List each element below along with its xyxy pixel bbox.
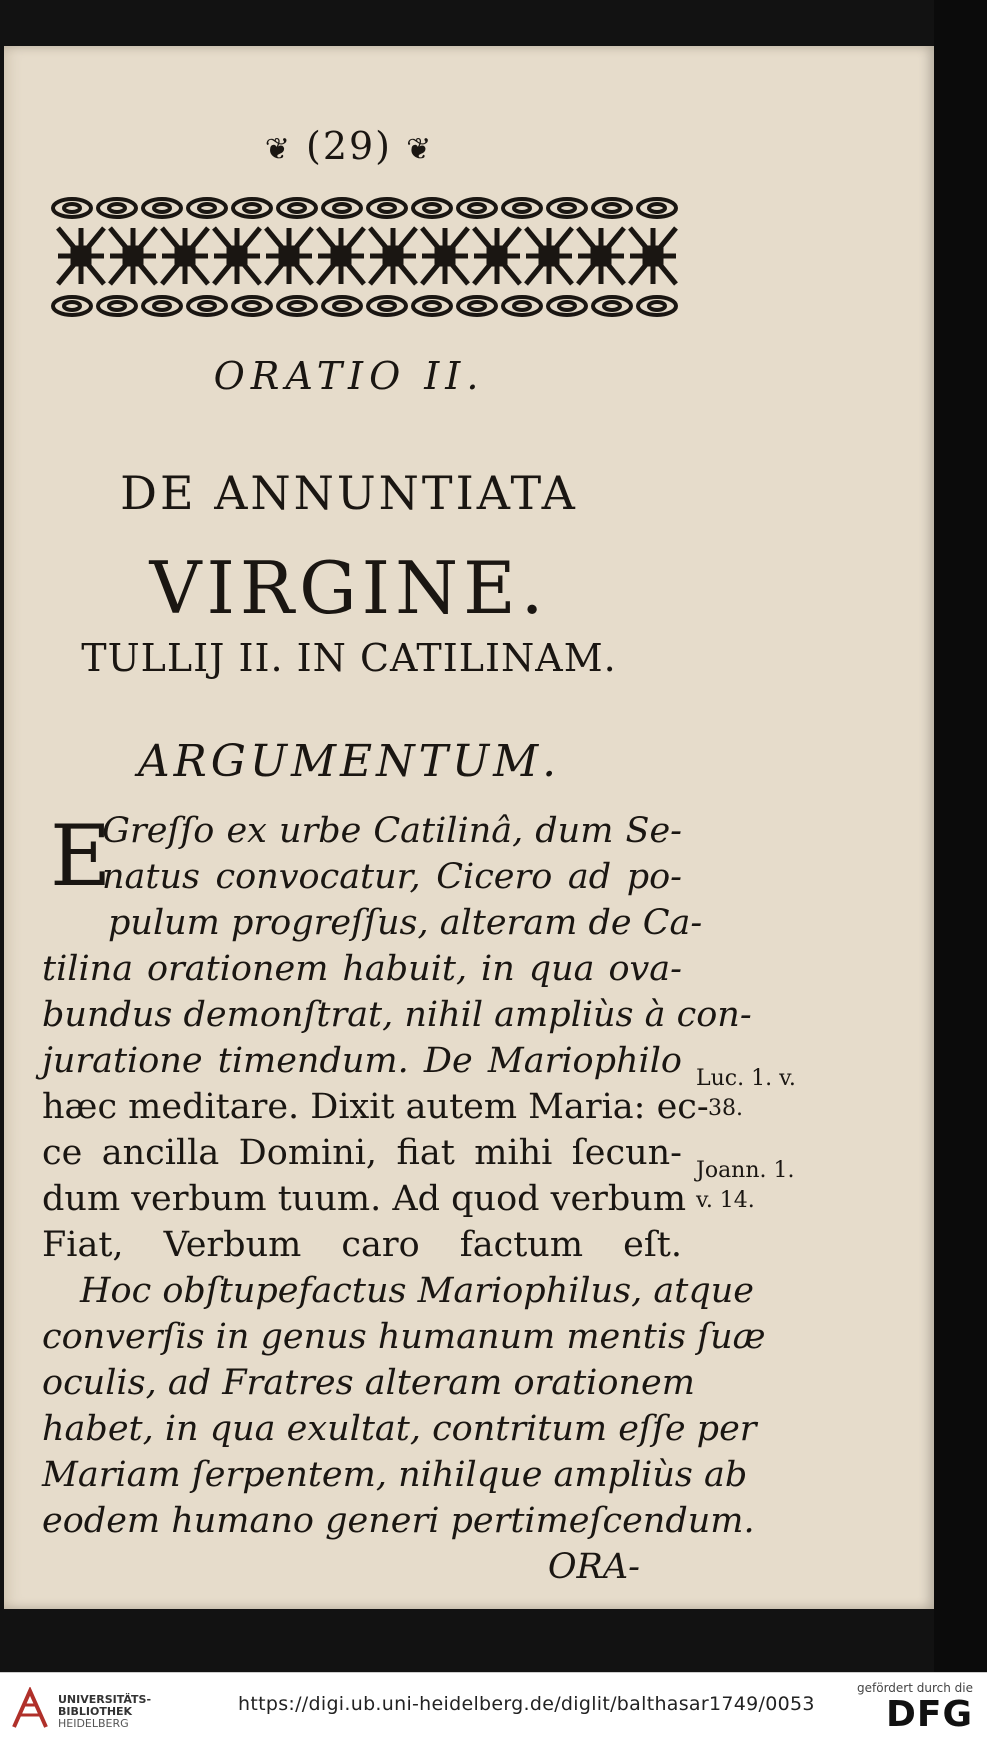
ornament-left-icon: ❦	[264, 132, 292, 167]
first-paragraph-opening	[42, 807, 682, 905]
text-line: eodem humano generi pertimeſcendum.	[42, 1501, 755, 1541]
text-line: Hoc obſtupefactus Mariophilus, atque	[80, 1271, 754, 1311]
text-line: Greſſo ex urbe Catilinâ, dum Se-	[102, 811, 682, 851]
margin-note: Joann. 1.	[696, 1158, 795, 1183]
ornament-right-icon: ❦	[406, 132, 434, 167]
section-title: ARGUMENTUM.	[137, 736, 561, 787]
dfg-logo: DFG	[885, 1694, 973, 1735]
margin-notes	[696, 1064, 816, 1216]
title-line-3: TULLIJ II. IN CATILINAM.	[81, 636, 617, 680]
title-line-2: VIRGINE.	[149, 546, 549, 630]
permalink-url[interactable]: https://digi.ub.uni-heidelberg.de/diglit/balthasar1749/0053	[238, 1693, 815, 1715]
library-name: UNIVERSITÄTS- BIBLIOTHEK HEIDELBERG	[58, 1693, 152, 1730]
text-line: hæc meditare. Dixit autem Maria: ec-	[42, 1087, 709, 1127]
text-line: Fiat, Verbum caro factum eſt.	[42, 1225, 682, 1265]
viewer-edge	[934, 0, 987, 1672]
text-line: Mariam ſerpentem, nihilque ampliùs ab	[42, 1455, 748, 1495]
margin-note: Luc. 1. v.	[696, 1066, 796, 1091]
title-line-1: DE ANNUNTIATA	[120, 466, 578, 520]
page-number: 29	[322, 124, 376, 168]
text-line: bundus demonſtrat, nihil ampliùs à con-	[42, 995, 752, 1035]
text-line: pulum progreſſus, alteram de Ca-	[108, 903, 703, 943]
viewer-footer	[0, 1672, 987, 1745]
margin-note: 38.	[708, 1096, 743, 1121]
text-line: juratione timendum. De Mariophilo	[42, 1041, 682, 1081]
catchword: ORA-	[547, 1547, 640, 1587]
margin-note: v. 14.	[696, 1188, 755, 1213]
funder-logo[interactable]	[857, 1681, 973, 1735]
page-number-header: ❦ (29) ❦	[264, 124, 434, 168]
text-line: ce ancilla Domini, fiat mihi ſecun-	[42, 1133, 682, 1173]
library-logo[interactable]	[10, 1685, 152, 1735]
text-line: converſis in genus humanum mentis ſuæ	[42, 1317, 766, 1357]
book-page	[4, 46, 934, 1609]
drop-cap: E	[50, 807, 112, 905]
library-seal-icon	[10, 1687, 50, 1731]
oration-heading: ORATIO II.	[213, 354, 485, 398]
text-line: dum verbum tuum. Ad quod verbum	[42, 1179, 687, 1219]
text-line: oculis, ad Fratres alteram orationem	[42, 1363, 695, 1403]
text-line: natus convocatur, Cicero ad po-	[102, 857, 682, 897]
text-line: tilina orationem habuit, in qua ova-	[42, 949, 682, 989]
text-line: habet, in qua exultat, contritum eſſe per	[42, 1409, 757, 1449]
decorative-band-icon	[50, 194, 680, 320]
funding-text: gefördert durch die	[857, 1681, 973, 1695]
